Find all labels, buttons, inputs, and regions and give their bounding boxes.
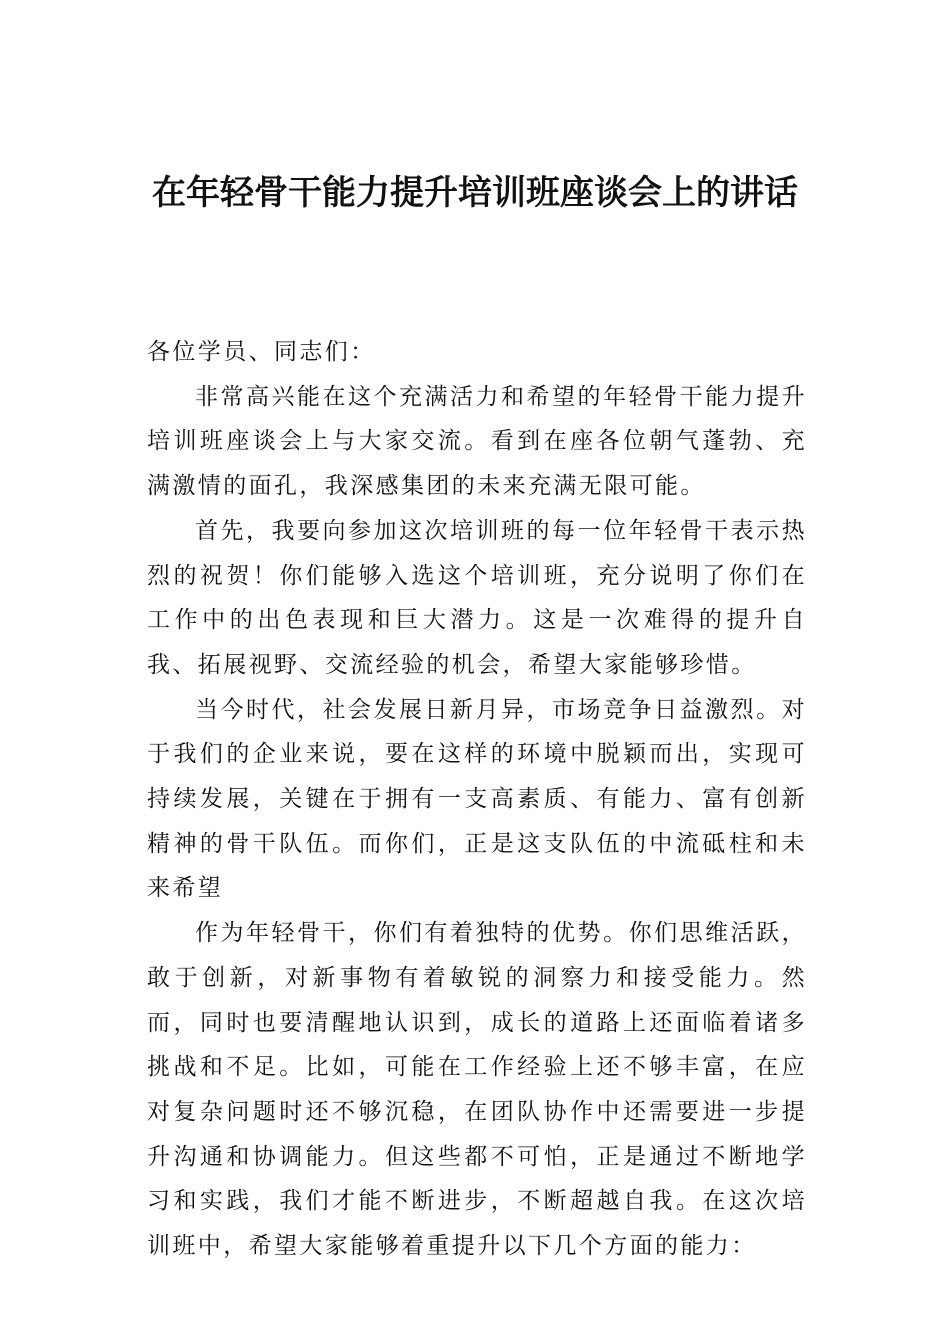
paragraph: 非常高兴能在这个充满活力和希望的年轻骨干能力提升培训班座谈会上与大家交流。看到在座各位朝气蓬勃、充满激情的面孔，我深感集团的未来充满无限可能。 (147, 383, 807, 500)
document-body (147, 330, 807, 1269)
document-title: 在年轻骨干能力提升培训班座谈会上的讲话 (152, 173, 798, 213)
paragraph: 作为年轻骨干，你们有着独特的优势。你们思维活跃，敢于创新，对新事物有着敏锐的洞察力和接受能力。然而，同时也要清醒地认识到，成长的道路上还面临着诸多挑战和不足。比如，可能在工作经验上还不够丰富，在应对复杂问题时还不够沉稳，在团队协作中还需要进一步提升沟通和协调能力。但这些都不可怕，正是通过不断地学习和实践，我们才能不断进步，不断超越自我。在这次培训班中，希望大家能够着重提升以下几个方面的能力： (147, 920, 807, 1260)
paragraph: 首先，我要向参加这次培训班的每一位年轻骨干表示热烈的祝贺！你们能够入选这个培训班，充分说明了你们在工作中的出色表现和巨大潜力。这是一次难得的提升自我、拓展视野、交流经验的机会，希望大家能够珍惜。 (147, 517, 807, 678)
salutation: 各位学员、同志们： (147, 339, 376, 365)
paragraph: 当今时代，社会发展日新月异，市场竞争日益激烈。对于我们的企业来说，要在这样的环境中脱颖而出，实现可持续发展，关键在于拥有一支高素质、有能力、富有创新精神的骨干队伍。而你们，正是这支队伍的中流砥柱和未来希望 (147, 696, 807, 902)
